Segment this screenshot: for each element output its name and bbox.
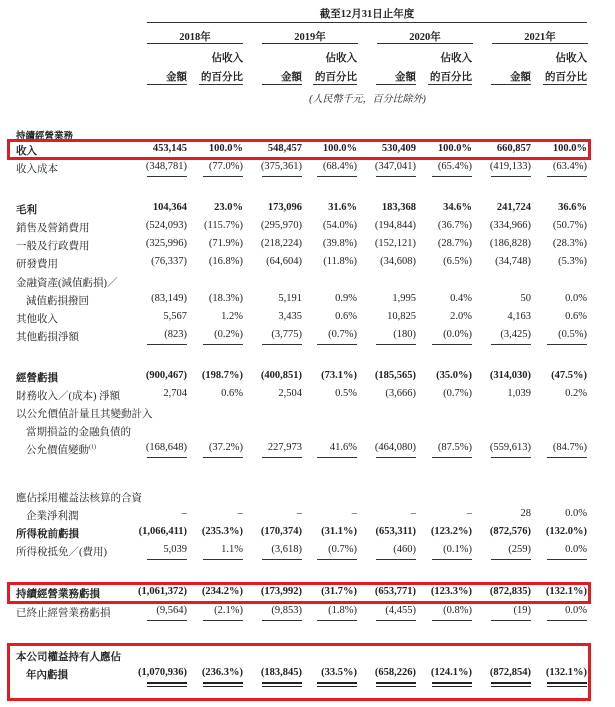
cell-amount: (334,966) bbox=[489, 220, 531, 231]
subtotal-underline bbox=[376, 176, 416, 177]
cell-amount: (900,467) bbox=[145, 370, 187, 381]
cell-amount: 1,995 bbox=[392, 293, 416, 304]
cell-amount: (259) bbox=[508, 544, 531, 555]
subtotal-underline bbox=[432, 344, 472, 345]
subtotal-underline bbox=[432, 176, 472, 177]
cell-amount: 2,504 bbox=[278, 388, 302, 399]
cell-amount: (9,853) bbox=[271, 605, 302, 616]
section-title: 持續經營業務 bbox=[16, 132, 74, 142]
cell-percent: (124.1%) bbox=[430, 667, 472, 678]
cell-percent: 0.5% bbox=[335, 388, 357, 399]
col-header-pct-line1: 佔收入 bbox=[555, 53, 587, 64]
cell-percent: (11.8%) bbox=[323, 256, 357, 267]
col-header-pct-line2: 的百分比 bbox=[430, 72, 472, 83]
subtotal-underline bbox=[317, 344, 357, 345]
cell-amount: (348,781) bbox=[145, 161, 187, 172]
divider bbox=[377, 43, 473, 44]
cell-percent: (68.4%) bbox=[322, 161, 357, 172]
row-label: 以公允價值計量且其變動計入 bbox=[16, 409, 153, 420]
cell-amount: (34,608) bbox=[380, 256, 416, 267]
cell-percent: (87.5%) bbox=[437, 442, 472, 453]
col-header-pct-line1: 佔收入 bbox=[211, 53, 243, 64]
cell-amount: – bbox=[181, 508, 187, 519]
subtotal-underline bbox=[547, 620, 587, 621]
row-label: 銷售及營銷費用 bbox=[16, 223, 90, 234]
subtotal-underline bbox=[147, 457, 187, 458]
cell-percent: (0.2%) bbox=[214, 329, 243, 340]
cell-percent: (54.0%) bbox=[322, 220, 357, 231]
cell-amount: (168,648) bbox=[145, 442, 187, 453]
col-header-amount: 金額 bbox=[281, 72, 302, 83]
divider bbox=[262, 84, 302, 85]
cell-percent: (198.7%) bbox=[201, 370, 243, 381]
cell-amount: (295,970) bbox=[260, 220, 302, 231]
cell-amount: (524,093) bbox=[145, 220, 187, 231]
row-label: 經營虧損 bbox=[16, 373, 58, 384]
divider bbox=[428, 84, 472, 85]
cell-percent: 100.0% bbox=[437, 143, 472, 154]
divider bbox=[491, 84, 531, 85]
year-2018: 2018年 bbox=[179, 32, 211, 43]
cell-percent: (77.0%) bbox=[208, 161, 243, 172]
col-header-amount: 金額 bbox=[166, 72, 187, 83]
cell-amount: (3,425) bbox=[500, 329, 531, 340]
cell-amount: 548,457 bbox=[267, 143, 302, 154]
cell-amount: (872,576) bbox=[489, 526, 531, 537]
cell-percent: 1.2% bbox=[221, 311, 243, 322]
cell-percent: 1.1% bbox=[221, 544, 243, 555]
total-double-underline bbox=[491, 682, 531, 687]
col-header-amount: 金額 bbox=[395, 72, 416, 83]
footnote-marker: (1) bbox=[89, 444, 96, 451]
row-label: 收入成本 bbox=[16, 164, 58, 175]
cell-percent: 36.6% bbox=[558, 202, 587, 213]
cell-amount: (194,844) bbox=[374, 220, 416, 231]
total-double-underline bbox=[547, 682, 587, 687]
cell-amount: – bbox=[296, 508, 302, 519]
cell-amount: (83,149) bbox=[151, 293, 187, 304]
cell-amount: (823) bbox=[164, 329, 187, 340]
col-header-pct-line2: 的百分比 bbox=[315, 72, 357, 83]
cell-percent: (0.7%) bbox=[328, 329, 357, 340]
unit-note: (人民幣千元，百分比除外) bbox=[309, 94, 426, 105]
subtotal-underline bbox=[262, 344, 302, 345]
cell-percent: (16.8%) bbox=[208, 256, 243, 267]
row-label: 其他收入 bbox=[16, 314, 58, 325]
subtotal-underline bbox=[203, 457, 243, 458]
cell-percent: (50.7%) bbox=[552, 220, 587, 231]
cell-amount: (464,080) bbox=[374, 442, 416, 453]
cell-amount: (183,845) bbox=[260, 667, 302, 678]
cell-amount: (460) bbox=[393, 544, 416, 555]
cell-percent: (234.2%) bbox=[201, 586, 243, 597]
cell-percent: 0.0% bbox=[565, 605, 587, 616]
cell-percent: 0.9% bbox=[335, 293, 357, 304]
cell-amount: (658,226) bbox=[374, 667, 416, 678]
period-title: 截至12月31日止年度 bbox=[319, 9, 415, 20]
subtotal-underline bbox=[547, 344, 587, 345]
row-label: 所得稅抵免／(費用) bbox=[16, 547, 107, 558]
cell-amount: (185,565) bbox=[374, 370, 416, 381]
cell-amount: 5,039 bbox=[163, 544, 187, 555]
cell-amount: 4,163 bbox=[507, 311, 531, 322]
cell-percent: (0.7%) bbox=[328, 544, 357, 555]
subtotal-underline bbox=[147, 344, 187, 345]
row-label-cont: 企業淨利潤 bbox=[26, 511, 79, 522]
cell-amount: (872,835) bbox=[489, 586, 531, 597]
subtotal-underline bbox=[547, 457, 587, 458]
cell-percent: 0.0% bbox=[565, 293, 587, 304]
subtotal-underline bbox=[262, 176, 302, 177]
cell-percent: (28.7%) bbox=[437, 238, 472, 249]
col-header-pct-line2: 的百分比 bbox=[545, 72, 587, 83]
cell-percent: (35.0%) bbox=[436, 370, 472, 381]
cell-percent: (1.8%) bbox=[328, 605, 357, 616]
divider bbox=[147, 22, 587, 23]
cell-percent: (0.5%) bbox=[558, 329, 587, 340]
row-label: 已終止經營業務虧損 bbox=[16, 608, 111, 619]
cell-percent: (47.5%) bbox=[551, 370, 587, 381]
cell-percent: 0.0% bbox=[565, 508, 587, 519]
cell-amount: (347,041) bbox=[374, 161, 416, 172]
cell-percent: (39.8%) bbox=[322, 238, 357, 249]
subtotal-underline bbox=[262, 620, 302, 621]
subtotal-underline bbox=[432, 559, 472, 560]
row-label-text: 公允價值變動 bbox=[26, 445, 89, 456]
total-double-underline bbox=[376, 682, 416, 687]
cell-amount: 241,724 bbox=[496, 202, 531, 213]
cell-percent: 23.0% bbox=[214, 202, 243, 213]
cell-amount: (3,618) bbox=[271, 544, 302, 555]
cell-amount: 530,409 bbox=[381, 143, 416, 154]
subtotal-underline bbox=[376, 620, 416, 621]
cell-percent: (36.7%) bbox=[437, 220, 472, 231]
cell-amount: (1,066,411) bbox=[138, 526, 187, 537]
cell-percent: (5.3%) bbox=[558, 256, 587, 267]
cell-amount: 28 bbox=[520, 508, 531, 519]
col-header-pct-line2: 的百分比 bbox=[201, 72, 243, 83]
cell-amount: (186,828) bbox=[489, 238, 531, 249]
cell-amount: (559,613) bbox=[489, 442, 531, 453]
cell-percent: – bbox=[237, 508, 243, 519]
subtotal-underline bbox=[491, 457, 531, 458]
cell-amount: (653,311) bbox=[375, 526, 416, 537]
subtotal-underline bbox=[147, 620, 187, 621]
cell-amount: (419,133) bbox=[489, 161, 531, 172]
cell-amount: (653,771) bbox=[374, 586, 416, 597]
cell-amount: 50 bbox=[520, 293, 531, 304]
cell-percent: (132.0%) bbox=[545, 526, 587, 537]
cell-percent: (132.1%) bbox=[545, 667, 587, 678]
total-double-underline bbox=[432, 682, 472, 687]
cell-percent: 0.2% bbox=[565, 388, 587, 399]
cell-amount: (400,851) bbox=[260, 370, 302, 381]
row-label: 所得稅前虧損 bbox=[16, 529, 79, 540]
cell-amount: 3,435 bbox=[278, 311, 302, 322]
row-label: 研發費用 bbox=[16, 259, 58, 270]
row-label: 持續經營業務虧損 bbox=[16, 589, 100, 600]
cell-percent: 0.4% bbox=[450, 293, 472, 304]
cell-percent: 0.6% bbox=[335, 311, 357, 322]
cell-percent: (0.7%) bbox=[443, 388, 472, 399]
cell-amount: 5,567 bbox=[163, 311, 187, 322]
cell-percent: (65.4%) bbox=[437, 161, 472, 172]
cell-amount: (170,374) bbox=[260, 526, 302, 537]
cell-percent: 0.6% bbox=[565, 311, 587, 322]
divider bbox=[199, 84, 243, 85]
divider bbox=[376, 84, 416, 85]
col-header-pct-line1: 佔收入 bbox=[440, 53, 472, 64]
subtotal-underline bbox=[147, 559, 187, 560]
subtotal-underline bbox=[547, 176, 587, 177]
subtotal-underline bbox=[432, 457, 472, 458]
cell-amount: 453,145 bbox=[152, 143, 187, 154]
year-2020: 2020年 bbox=[409, 32, 441, 43]
cell-percent: (115.7%) bbox=[204, 220, 243, 231]
subtotal-underline bbox=[547, 559, 587, 560]
row-label-cont: 減值虧損撥回 bbox=[26, 296, 89, 307]
cell-amount: (3,666) bbox=[385, 388, 416, 399]
cell-percent: (28.3%) bbox=[552, 238, 587, 249]
cell-percent: (2.1%) bbox=[214, 605, 243, 616]
cell-amount: (1,061,372) bbox=[138, 586, 187, 597]
total-double-underline bbox=[317, 682, 357, 687]
cell-amount: 183,368 bbox=[381, 202, 416, 213]
cell-amount: (34,748) bbox=[495, 256, 531, 267]
cell-percent: (123.2%) bbox=[430, 526, 472, 537]
cell-percent: (0.1%) bbox=[443, 544, 472, 555]
cell-percent: 34.6% bbox=[443, 202, 472, 213]
cell-amount: (9,564) bbox=[156, 605, 187, 616]
total-double-underline bbox=[262, 682, 302, 687]
cell-amount: (325,996) bbox=[145, 238, 187, 249]
cell-percent: (0.0%) bbox=[443, 329, 472, 340]
divider bbox=[262, 43, 358, 44]
cell-amount: (375,361) bbox=[260, 161, 302, 172]
subtotal-underline bbox=[491, 559, 531, 560]
cell-percent: (132.1%) bbox=[545, 586, 587, 597]
cell-amount: (152,121) bbox=[374, 238, 416, 249]
cell-percent: (63.4%) bbox=[552, 161, 587, 172]
cell-percent: 0.0% bbox=[565, 544, 587, 555]
subtotal-underline bbox=[491, 176, 531, 177]
row-label: 收入 bbox=[16, 146, 37, 157]
cell-percent: (18.3%) bbox=[208, 293, 243, 304]
cell-amount: (180) bbox=[393, 329, 416, 340]
row-label: 毛利 bbox=[16, 205, 37, 216]
row-label-cont: 年內虧損 bbox=[26, 670, 68, 681]
row-label-cont bbox=[26, 442, 96, 457]
cell-amount: (872,854) bbox=[489, 667, 531, 678]
cell-amount: (218,224) bbox=[260, 238, 302, 249]
cell-amount: (3,775) bbox=[271, 329, 302, 340]
row-label: 其他虧損淨額 bbox=[16, 332, 79, 343]
cell-percent: (235.3%) bbox=[201, 526, 243, 537]
cell-amount: 104,364 bbox=[152, 202, 187, 213]
cell-amount: (314,030) bbox=[489, 370, 531, 381]
divider bbox=[543, 84, 587, 85]
subtotal-underline bbox=[317, 176, 357, 177]
cell-percent: (0.8%) bbox=[443, 605, 472, 616]
col-header-pct-line1: 佔收入 bbox=[325, 53, 357, 64]
cell-amount: 10,825 bbox=[387, 311, 416, 322]
divider bbox=[147, 43, 243, 44]
cell-percent: 31.6% bbox=[328, 202, 357, 213]
cell-amount: 173,096 bbox=[267, 202, 302, 213]
cell-amount: (76,337) bbox=[151, 256, 187, 267]
subtotal-underline bbox=[317, 620, 357, 621]
cell-amount: 227,973 bbox=[267, 442, 302, 453]
subtotal-underline bbox=[376, 344, 416, 345]
cell-percent: (123.3%) bbox=[430, 586, 472, 597]
cell-percent: (31.1%) bbox=[321, 526, 357, 537]
cell-percent: 41.6% bbox=[329, 442, 357, 453]
subtotal-underline bbox=[317, 457, 357, 458]
cell-amount: (19) bbox=[513, 605, 531, 616]
cell-percent: (37.2%) bbox=[208, 442, 243, 453]
cell-percent: – bbox=[466, 508, 472, 519]
row-label-cont: 當期損益的金融負債的 bbox=[26, 427, 131, 438]
cell-amount: (173,992) bbox=[260, 586, 302, 597]
subtotal-underline bbox=[147, 176, 187, 177]
cell-percent: 2.0% bbox=[450, 311, 472, 322]
cell-percent: 100.0% bbox=[322, 143, 357, 154]
row-label: 金融資產(減值虧損)／ bbox=[16, 278, 118, 289]
cell-percent: (84.7%) bbox=[552, 442, 587, 453]
cell-percent: (73.1%) bbox=[321, 370, 357, 381]
cell-percent: 100.0% bbox=[552, 143, 587, 154]
divider bbox=[147, 84, 187, 85]
row-label: 本公司權益持有人應佔 bbox=[16, 652, 121, 663]
cell-amount: (4,455) bbox=[385, 605, 416, 616]
cell-percent: 0.6% bbox=[221, 388, 243, 399]
subtotal-underline bbox=[203, 176, 243, 177]
subtotal-underline bbox=[491, 344, 531, 345]
cell-percent: (236.3%) bbox=[201, 667, 243, 678]
divider bbox=[492, 43, 588, 44]
row-label: 財務收入／(成本) 淨額 bbox=[16, 391, 121, 402]
cell-amount: 1,039 bbox=[507, 388, 531, 399]
subtotal-underline bbox=[317, 559, 357, 560]
cell-percent: (33.5%) bbox=[321, 667, 357, 678]
subtotal-underline bbox=[432, 620, 472, 621]
col-header-amount: 金額 bbox=[510, 72, 531, 83]
row-label: 一般及行政費用 bbox=[16, 241, 90, 252]
year-2019: 2019年 bbox=[294, 32, 326, 43]
cell-amount: (64,604) bbox=[266, 256, 302, 267]
year-2021: 2021年 bbox=[524, 32, 556, 43]
subtotal-underline bbox=[262, 457, 302, 458]
subtotal-underline bbox=[203, 344, 243, 345]
subtotal-underline bbox=[376, 559, 416, 560]
total-double-underline bbox=[147, 682, 187, 687]
subtotal-underline bbox=[262, 559, 302, 560]
subtotal-underline bbox=[203, 620, 243, 621]
total-double-underline bbox=[203, 682, 243, 687]
subtotal-underline bbox=[491, 620, 531, 621]
cell-percent: (6.5%) bbox=[443, 256, 472, 267]
cell-amount: 660,857 bbox=[496, 143, 531, 154]
cell-amount: 5,191 bbox=[278, 293, 302, 304]
cell-percent: (71.9%) bbox=[208, 238, 243, 249]
cell-percent: (31.7%) bbox=[321, 586, 357, 597]
cell-percent: 100.0% bbox=[208, 143, 243, 154]
cell-amount: 2,704 bbox=[163, 388, 187, 399]
cell-percent: – bbox=[351, 508, 357, 519]
subtotal-underline bbox=[203, 559, 243, 560]
subtotal-underline bbox=[376, 457, 416, 458]
row-label: 應佔採用權益法核算的合資 bbox=[16, 493, 142, 504]
divider bbox=[313, 84, 357, 85]
cell-amount: – bbox=[410, 508, 416, 519]
cell-amount: (1,070,936) bbox=[138, 667, 187, 678]
